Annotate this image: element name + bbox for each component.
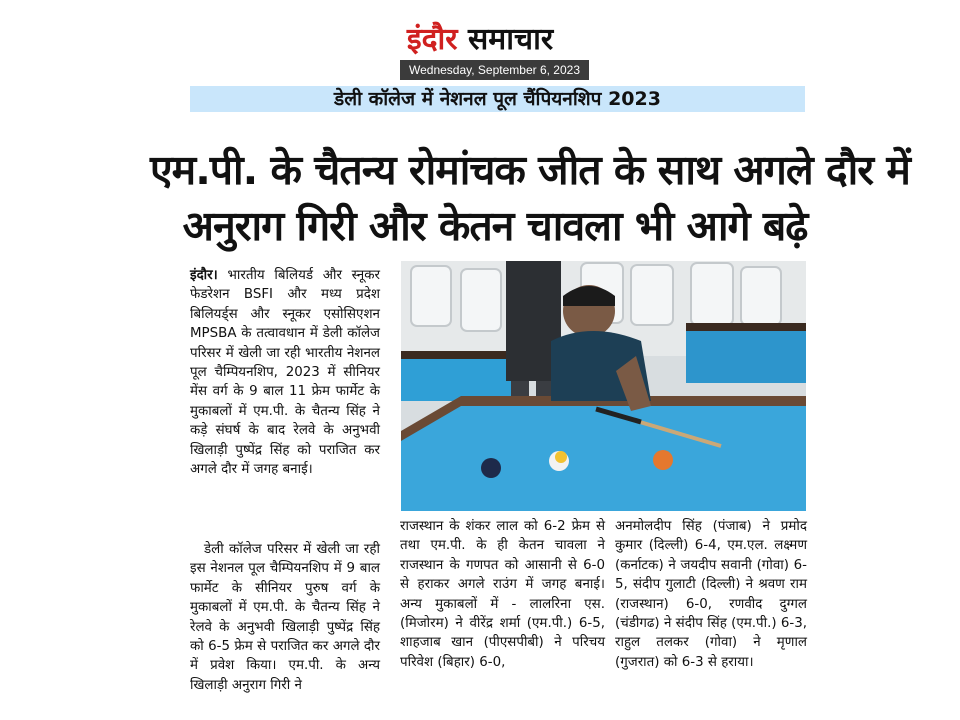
article-column-3	[615, 517, 807, 672]
masthead-title-red: इंदौर	[406, 22, 458, 57]
article-column-2	[400, 517, 605, 672]
article-paragraph-2: डेली कॉलेज परिसर में खेली जा रही इस नेशनल पूल चैम्पियनशिप में 9 बाल फार्मेट के सीनियर पुरुष वर्ग के मुकाबलों में एम.पी. के चैतन्य सिंह ने रेलवे के अनुभवी खिलाड़ी पुष्पेंद्र सिंह को 6-5 फ्रेम से पराजित कर अगले दौर में प्रवेश किया। एम.पी. के अन्य खिलाड़ी अनुराग गिरी ने	[190, 542, 380, 693]
billiards-player-photo	[401, 261, 806, 511]
masthead-title-black: समाचार	[468, 22, 554, 57]
masthead	[0, 22, 960, 58]
article-paragraph-3: राजस्थान के शंकर लाल को 6-2 फ्रेम से तथा एम.पी. के ही केतन चावला ने राजस्थान के गणपत को आसानी से 6-0 से हराकर अगले राउंग में जगह बनाई। अन्य मुकाबलों में - लालरिना एस. (मिजोरम) ने वीरेंद्र शर्मा (एम.पी.) 6-5, शाहजाब खान (पीएसपीबी) ने परिचय परिवेश (बिहार) 6-0,	[400, 519, 605, 670]
article-column-1-bottom	[190, 540, 380, 695]
article-paragraph-4: अनमोलदीप सिंह (पंजाब) ने प्रमोद कुमार (दिल्ली) 6-4, एम.एल. लक्ष्मण (कर्नाटक) ने जयदीप सवानी (गोवा) 6-5, संदीप गुलाटी (दिल्ली) ने श्रवण राम (राजस्थान) 6-0, रणवीद दुग्गल (चंडीगढ) ने संदीप सिंह (एम.पी.) 6-3, राहुल तलकर (गोवा) ने मृणाल (गुजरात) को 6-3 से हराया।	[615, 519, 807, 670]
publication-date: Wednesday, September 6, 2023	[400, 60, 589, 80]
headline-line-2: अनुराग गिरी और केतन चावला भी आगे बढ़े	[182, 202, 808, 250]
article-dateline: इंदौर।	[190, 268, 218, 283]
section-banner: डेली कॉलेज में नेशनल पूल चैंपियनशिप 2023	[190, 86, 805, 112]
article-paragraph-1-text: भारतीय बिलियर्ड और स्नूकर फेडरेशन BSFI और मध्य प्रदेश बिलियर्ड्स और स्नूकर एसोसिएशन MPSBA के तत्वावधान में डेली कॉलेज परिसर में खेली जा रही भारतीय नेशनल पूल चैम्पियनशिप, 2023 में सीनियर मेंस वर्ग के 9 बाल 11 फ्रेम फार्मेट के मुकाबलों में एम.पी. के चैतन्य सिंह ने कड़े संघर्ष के बाद रेलवे के अनुभवी खिलाड़ी पुष्पेंद्र सिंह को पराजित कर अगले दौर में जगह बनाई।	[190, 268, 380, 478]
photo-illustration	[401, 261, 806, 511]
article-column-1-top	[190, 266, 380, 479]
headline-line-1: एम.पी. के चैतन्य रोमांचक जीत के साथ अगले दौर में	[150, 146, 910, 194]
article-paragraph-1	[190, 266, 380, 479]
